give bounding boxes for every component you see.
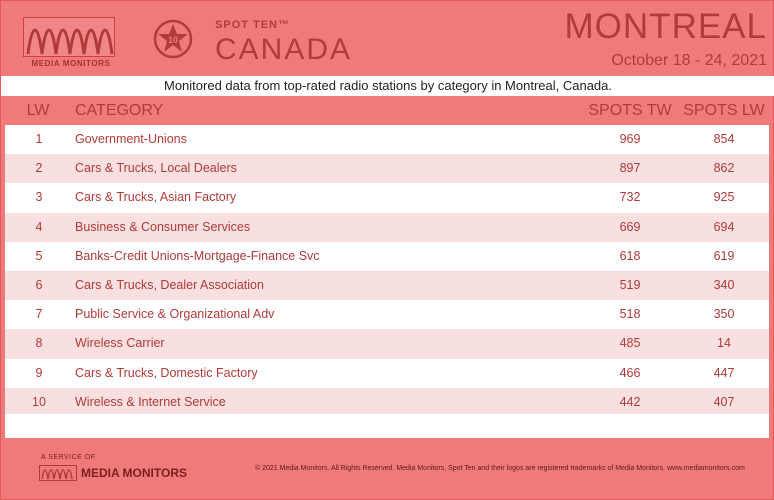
table-row xyxy=(5,271,769,300)
brand-title: CANADA xyxy=(215,33,353,66)
cell-spots-lw: 14 xyxy=(717,336,731,351)
cell-spots-tw: 969 xyxy=(619,132,641,146)
cell-lw: 5 xyxy=(35,248,43,263)
badge-number: 10 xyxy=(167,35,179,45)
cell-category: Government-Unions xyxy=(75,132,187,146)
table-row xyxy=(5,183,769,212)
waveform-logo-icon xyxy=(23,17,115,57)
table-row xyxy=(5,154,769,183)
cell-lw: 2 xyxy=(35,161,43,176)
header-category: CATEGORY xyxy=(75,102,164,119)
cell-spots-tw: 442 xyxy=(619,394,641,409)
cell-category: Cars & Trucks, Dealer Association xyxy=(75,277,264,292)
cell-spots-lw: 854 xyxy=(713,132,735,146)
footer xyxy=(1,438,774,500)
cell-spots-tw: 485 xyxy=(619,336,641,351)
cell-lw: 3 xyxy=(35,190,43,205)
table-header xyxy=(5,97,769,125)
table-row xyxy=(5,359,769,388)
cell-spots-lw: 925 xyxy=(713,190,735,205)
subtitle-bar xyxy=(1,76,774,96)
cell-category: Business & Consumer Services xyxy=(75,219,251,234)
date-range: October 18 - 24, 2021 xyxy=(611,52,767,69)
cell-lw: 4 xyxy=(35,219,43,234)
cell-spots-lw: 407 xyxy=(713,394,735,409)
header-spots-tw: SPOTS TW xyxy=(588,102,672,119)
table-spacer xyxy=(5,414,769,438)
cell-spots-lw: 694 xyxy=(713,219,735,234)
cell-spots-lw: 350 xyxy=(713,307,735,322)
cell-category: Wireless Carrier xyxy=(75,336,165,351)
cell-lw: 9 xyxy=(35,365,43,380)
star-badge-icon xyxy=(153,19,193,59)
table-row xyxy=(5,300,769,329)
cell-spots-tw: 897 xyxy=(619,161,641,176)
table-row xyxy=(5,388,769,417)
table-row xyxy=(5,242,769,271)
cell-lw: 10 xyxy=(32,394,46,409)
cell-spots-tw: 518 xyxy=(619,307,641,322)
cell-spots-lw: 862 xyxy=(713,161,735,176)
cell-spots-tw: 618 xyxy=(619,248,641,263)
cell-spots-lw: 447 xyxy=(713,365,735,380)
cell-spots-tw: 466 xyxy=(619,365,641,380)
subtitle-text: Monitored data from top-rated radio stations by category in Montreal, Canada. xyxy=(163,78,613,93)
header-lw: LW xyxy=(26,102,50,119)
cell-lw: 7 xyxy=(35,307,43,322)
cell-spots-lw: 619 xyxy=(713,248,735,263)
cell-lw: 1 xyxy=(35,132,43,146)
brand-top-label: SPOT TEN™ xyxy=(215,19,291,31)
cell-category: Banks-Credit Unions-Mortgage-Finance Svc xyxy=(75,248,320,263)
cell-spots-lw: 340 xyxy=(713,277,735,292)
cell-spots-tw: 519 xyxy=(619,277,641,292)
cell-spots-tw: 732 xyxy=(619,190,641,205)
header xyxy=(1,1,774,75)
cell-category: Cars & Trucks, Domestic Factory xyxy=(75,365,258,380)
copyright-text: © 2021 Media Monitors. All Rights Reserved. Media Monitors, Spot Ten and their logos are registered trademarks of Media Monitors. www.mediamonitors.com xyxy=(255,465,745,472)
cell-category: Cars & Trucks, Asian Factory xyxy=(75,190,237,205)
category-table xyxy=(5,97,769,417)
city-title: MONTREAL xyxy=(564,7,767,46)
table-row xyxy=(5,329,769,358)
cell-category: Cars & Trucks, Local Dealers xyxy=(75,161,237,176)
cell-lw: 6 xyxy=(35,277,43,292)
header-spots-lw: SPOTS LW xyxy=(683,102,765,119)
media-monitors-logo xyxy=(17,11,123,69)
table-row xyxy=(5,213,769,242)
cell-category: Public Service & Organizational Adv xyxy=(75,307,275,322)
table-row xyxy=(5,125,769,154)
cell-category: Wireless & Internet Service xyxy=(75,394,226,409)
waveform-logo-icon xyxy=(39,465,77,481)
footer-logo-label: MEDIA MONITORS xyxy=(81,466,188,480)
logo-label: MEDIA MONITORS xyxy=(31,59,111,68)
service-label: A SERVICE OF xyxy=(41,454,96,461)
cell-lw: 8 xyxy=(35,336,43,351)
cell-spots-tw: 669 xyxy=(619,219,641,234)
